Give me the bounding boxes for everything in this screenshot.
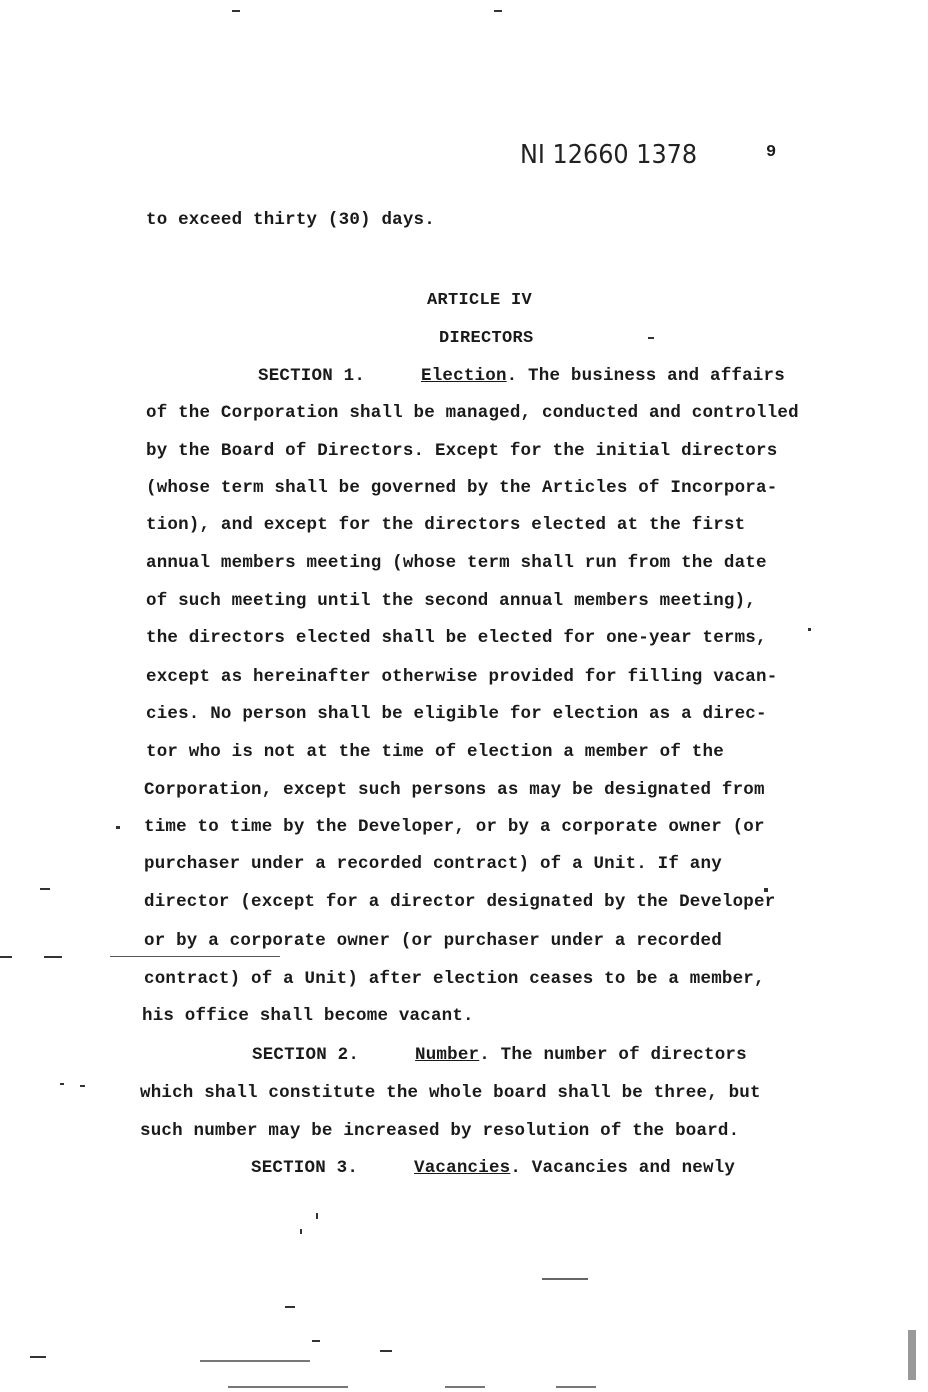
text-line: of the Corporation shall be managed, conducted and controlled bbox=[146, 403, 799, 423]
section1-heading: Election bbox=[421, 366, 507, 386]
article-title: ARTICLE IV bbox=[427, 291, 533, 310]
scan-speck bbox=[380, 1350, 392, 1352]
scan-rule bbox=[110, 956, 280, 957]
scan-speck bbox=[494, 10, 502, 12]
scan-speck bbox=[228, 1386, 348, 1388]
text-line: by the Board of Directors. Except for the initial directors bbox=[146, 441, 778, 461]
scan-speck bbox=[232, 10, 240, 12]
scan-speck bbox=[285, 1306, 295, 1308]
scan-speck bbox=[60, 1083, 64, 1085]
scan-speck bbox=[808, 628, 811, 631]
section3-label: SECTION 3. bbox=[251, 1158, 359, 1178]
text-line: cies. No person shall be eligible for election as a direc- bbox=[146, 704, 767, 724]
scan-speck bbox=[316, 1213, 318, 1219]
scan-speck bbox=[312, 1340, 320, 1342]
scan-speck bbox=[445, 1386, 485, 1388]
text-line: annual members meeting (whose term shall run from the date bbox=[146, 553, 767, 573]
text-line: or by a corporate owner (or purchaser under a recorded bbox=[144, 931, 722, 951]
text-line: time to time by the Developer, or by a corporate owner (or bbox=[144, 817, 765, 837]
scan-speck bbox=[80, 1085, 85, 1087]
section2-first-line-rest: . The number of directors bbox=[479, 1045, 747, 1065]
recording-stamp: NI 12660 1378 bbox=[520, 140, 698, 170]
section2-first-line bbox=[252, 1045, 747, 1065]
text-line: contract) of a Unit) after election ceases to be a member, bbox=[144, 969, 765, 989]
text-line: such number may be increased by resolution of the board. bbox=[140, 1121, 740, 1141]
scan-speck bbox=[556, 1386, 596, 1388]
section3-first-line bbox=[251, 1158, 735, 1178]
scan-speck bbox=[0, 956, 12, 958]
scan-speck bbox=[300, 1229, 302, 1234]
scan-speck bbox=[200, 1360, 310, 1362]
text-line: of such meeting until the second annual members meeting), bbox=[146, 591, 756, 611]
margin-mark bbox=[908, 1330, 916, 1380]
text-line: Corporation, except such persons as may be designated from bbox=[144, 780, 765, 800]
section1-first-line-rest: . The business and affairs bbox=[506, 366, 785, 386]
text-line: (whose term shall be governed by the Articles of Incorpora- bbox=[146, 478, 778, 498]
section2-label: SECTION 2. bbox=[252, 1045, 360, 1065]
section1-label: SECTION 1. bbox=[258, 366, 366, 386]
section3-heading: Vacancies bbox=[414, 1158, 511, 1178]
text-line: his office shall become vacant. bbox=[142, 1006, 474, 1026]
article-subtitle: DIRECTORS bbox=[439, 329, 534, 348]
scan-speck bbox=[30, 1356, 46, 1358]
section1-first-line bbox=[258, 366, 785, 386]
scan-speck bbox=[648, 337, 654, 339]
text-line: purchaser under a recorded contract) of a Unit. If any bbox=[144, 854, 722, 874]
text-line: except as hereinafter otherwise provided for filling vacan- bbox=[146, 667, 778, 687]
page-number: 9 bbox=[766, 143, 777, 162]
section2-heading: Number bbox=[415, 1045, 480, 1065]
text-line: director (except for a director designated by the Developer bbox=[144, 892, 776, 912]
text-line: tor who is not at the time of election a member of the bbox=[146, 742, 724, 762]
scan-speck bbox=[542, 1278, 588, 1280]
scan-speck bbox=[764, 888, 768, 892]
text-line: which shall constitute the whole board shall be three, but bbox=[140, 1083, 761, 1103]
section3-first-line-rest: . Vacancies and newly bbox=[510, 1158, 736, 1178]
scan-speck bbox=[40, 888, 50, 890]
text-line: the directors elected shall be elected for one-year terms, bbox=[146, 628, 767, 648]
text-line: tion), and except for the directors elected at the first bbox=[146, 515, 746, 535]
scan-speck bbox=[116, 826, 120, 829]
scan-speck bbox=[44, 956, 62, 958]
continuation-line: to exceed thirty (30) days. bbox=[146, 210, 435, 230]
